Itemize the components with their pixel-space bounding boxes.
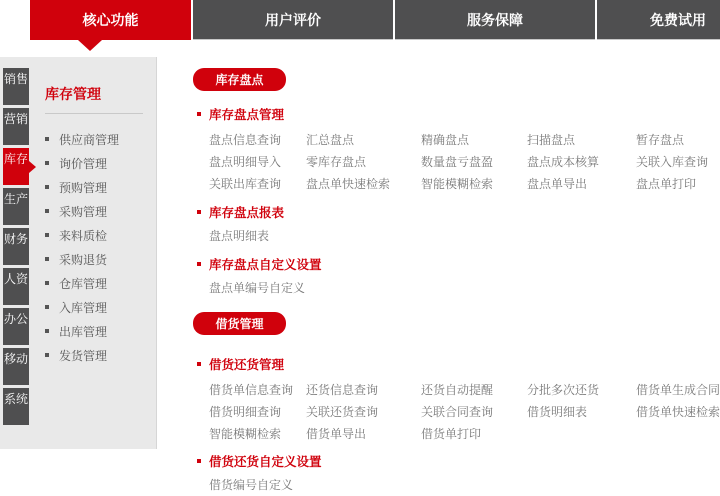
feature-item: 盘点信息查询 bbox=[209, 133, 282, 147]
feature-item: 盘点明细导入 bbox=[209, 155, 282, 169]
tab-free-trial-label: 免费试用 bbox=[650, 11, 706, 28]
feature-item: 借货单生成合同 bbox=[636, 383, 720, 397]
main-content bbox=[158, 57, 720, 492]
feature-item: 汇总盘点 bbox=[306, 133, 355, 147]
sidebar-item-label: 来料质检 bbox=[59, 228, 108, 243]
red-square-bullet-icon bbox=[197, 112, 201, 116]
rail-item-label: 生产 bbox=[3, 192, 28, 206]
sidebar-item-incoming-qc[interactable] bbox=[45, 223, 119, 247]
group-badge-borrow-mgmt: 借货管理 bbox=[193, 312, 286, 335]
tab-user-reviews[interactable] bbox=[193, 0, 393, 40]
feature-item: 借货单信息查询 bbox=[209, 383, 294, 397]
rail-item-label: 营销 bbox=[3, 112, 28, 126]
sidebar-item-inbound-mgmt[interactable] bbox=[45, 295, 119, 319]
sidebar-item-label: 发货管理 bbox=[59, 348, 108, 363]
feature-item: 关联出库查询 bbox=[209, 177, 282, 191]
tab-service-guarantee-label: 服务保障 bbox=[467, 11, 523, 28]
sidebar-item-supplier-mgmt[interactable] bbox=[45, 127, 119, 151]
rail-item-production[interactable] bbox=[3, 188, 29, 225]
sidebar-item-label: 询价管理 bbox=[59, 156, 108, 171]
feature-item: 借货明细查询 bbox=[209, 405, 282, 419]
section-title: 库存盘点管理 bbox=[209, 108, 285, 122]
section-header-borrow-return bbox=[197, 355, 720, 373]
feature-item: 关联合同查询 bbox=[421, 405, 494, 419]
sidebar-title: 库存管理 bbox=[45, 86, 101, 102]
rail-item-sales[interactable] bbox=[3, 68, 29, 105]
feature-item: 借货单导出 bbox=[306, 427, 367, 441]
rail-item-label: 系统 bbox=[3, 392, 28, 406]
bullet-icon bbox=[45, 209, 49, 213]
feature-item: 盘点单快速检索 bbox=[306, 177, 391, 191]
feature-item: 借货编号自定义 bbox=[209, 478, 294, 492]
rail-item-mobile[interactable] bbox=[3, 348, 29, 385]
top-nav bbox=[0, 0, 720, 40]
rail-item-label: 销售 bbox=[3, 72, 28, 86]
sidebar-item-label: 入库管理 bbox=[59, 300, 108, 315]
feature-item: 盘点单编号自定义 bbox=[209, 281, 306, 295]
rail-item-label: 移动 bbox=[3, 352, 28, 366]
rail-item-label: 库存 bbox=[3, 152, 28, 166]
feature-item: 盘点明细表 bbox=[209, 229, 270, 243]
feature-item: 关联还货查询 bbox=[306, 405, 379, 419]
sidebar-item-prepurchase-mgmt[interactable] bbox=[45, 175, 119, 199]
bullet-icon bbox=[45, 257, 49, 261]
feature-item: 还货自动提醒 bbox=[421, 383, 494, 397]
bullet-icon bbox=[45, 233, 49, 237]
feature-item: 分批多次还货 bbox=[527, 383, 600, 397]
sidebar-item-purchase-mgmt[interactable] bbox=[45, 199, 119, 223]
rail-item-label: 财务 bbox=[3, 232, 28, 246]
feature-item: 智能模糊检索 bbox=[209, 427, 282, 441]
group-badge-inventory-count: 库存盘点 bbox=[193, 68, 286, 91]
sidebar-item-label: 供应商管理 bbox=[59, 132, 120, 147]
sidebar-list bbox=[45, 127, 119, 367]
feature-item: 借货单快速检索 bbox=[636, 405, 720, 419]
sidebar-item-label: 出库管理 bbox=[59, 324, 108, 339]
sidebar-item-label: 采购退货 bbox=[59, 252, 108, 267]
feature-item: 盘点成本核算 bbox=[527, 155, 600, 169]
red-square-bullet-icon bbox=[197, 362, 201, 366]
feature-item: 盘点单打印 bbox=[636, 177, 697, 191]
feature-grid-borrow-return bbox=[209, 379, 720, 445]
bullet-icon bbox=[45, 329, 49, 333]
feature-item: 盘点单导出 bbox=[527, 177, 588, 191]
section-header-count-mgmt bbox=[197, 105, 720, 123]
section-title: 借货还货自定义设置 bbox=[209, 455, 322, 469]
bullet-icon bbox=[45, 281, 49, 285]
tab-service-guarantee[interactable] bbox=[395, 0, 595, 40]
module-rail bbox=[3, 68, 29, 428]
feature-item: 扫描盘点 bbox=[527, 133, 576, 147]
tab-free-trial[interactable] bbox=[597, 0, 720, 40]
feature-item: 智能模糊检索 bbox=[421, 177, 494, 191]
sidebar-item-label: 仓库管理 bbox=[59, 276, 108, 291]
feature-item: 暂存盘点 bbox=[636, 133, 685, 147]
feature-item: 关联入库查询 bbox=[636, 155, 709, 169]
tab-user-reviews-label: 用户评价 bbox=[265, 11, 321, 28]
section-header-count-report bbox=[197, 203, 720, 221]
tab-core-features-label: 核心功能 bbox=[82, 12, 139, 28]
red-square-bullet-icon bbox=[197, 210, 201, 214]
rail-item-system[interactable] bbox=[3, 388, 29, 425]
bullet-icon bbox=[45, 161, 49, 165]
rail-item-label: 办公 bbox=[3, 312, 28, 326]
rail-item-label: 人资 bbox=[3, 272, 28, 286]
feature-item: 还货信息查询 bbox=[306, 383, 379, 397]
rail-item-office[interactable] bbox=[3, 308, 29, 345]
section-header-count-custom bbox=[197, 255, 720, 273]
red-square-bullet-icon bbox=[197, 459, 201, 463]
tab-core-features[interactable] bbox=[30, 0, 191, 40]
feature-item: 数量盘亏盘盈 bbox=[421, 155, 494, 169]
feature-item: 精确盘点 bbox=[421, 133, 470, 147]
section-title: 库存盘点自定义设置 bbox=[209, 258, 322, 272]
bullet-icon bbox=[45, 353, 49, 357]
section-title: 借货还货管理 bbox=[209, 358, 285, 372]
sidebar-item-inquiry-mgmt[interactable] bbox=[45, 151, 119, 175]
feature-item: 借货明细表 bbox=[527, 405, 588, 419]
section-header-borrow-custom bbox=[197, 452, 720, 470]
red-square-bullet-icon bbox=[197, 262, 201, 266]
bullet-icon bbox=[45, 185, 49, 189]
feature-item: 借货单打印 bbox=[421, 427, 482, 441]
feature-grid-count-mgmt bbox=[209, 129, 720, 195]
active-rail-arrow-icon bbox=[29, 161, 36, 173]
sidebar-item-outbound-mgmt[interactable] bbox=[45, 319, 119, 343]
sidebar-divider bbox=[45, 113, 143, 114]
sidebar-item-purchase-return[interactable] bbox=[45, 247, 119, 271]
sidebar-item-label: 预购管理 bbox=[59, 180, 108, 195]
rail-item-marketing[interactable] bbox=[3, 108, 29, 145]
bullet-icon bbox=[45, 305, 49, 309]
active-tab-arrow-icon bbox=[78, 40, 102, 51]
feature-item: 零库存盘点 bbox=[306, 155, 367, 169]
section-title: 库存盘点报表 bbox=[209, 206, 285, 220]
bullet-icon bbox=[45, 137, 49, 141]
sidebar-item-warehouse-mgmt[interactable] bbox=[45, 271, 119, 295]
sidebar-item-shipping-mgmt[interactable] bbox=[45, 343, 119, 367]
rail-item-inventory[interactable] bbox=[3, 148, 29, 185]
sidebar-item-label: 采购管理 bbox=[59, 204, 108, 219]
rail-item-finance[interactable] bbox=[3, 228, 29, 265]
rail-item-hr[interactable] bbox=[3, 268, 29, 305]
